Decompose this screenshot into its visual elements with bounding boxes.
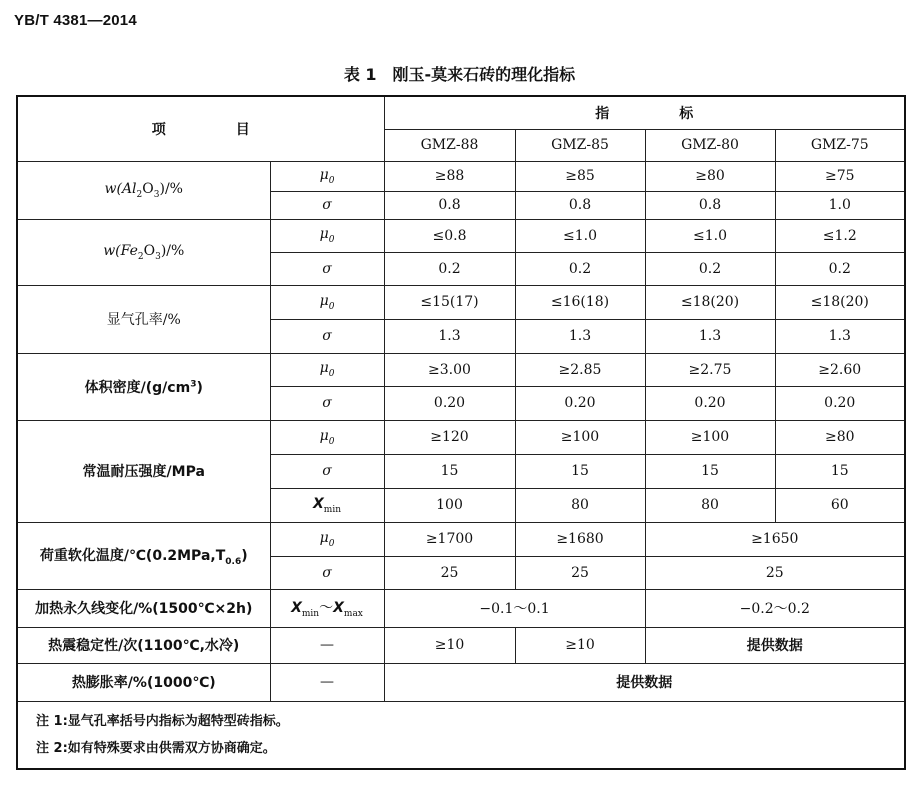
value-cell: 15 <box>775 454 905 488</box>
dash-cell: — <box>270 627 384 663</box>
value-cell: 0.2 <box>384 252 515 285</box>
value-cell: 提供数据 <box>645 627 905 663</box>
table-caption: 表 1 刚玉-莫来石砖的理化指标 <box>343 65 576 84</box>
value-cell: ≥2.75 <box>645 353 775 386</box>
grade-header: GMZ-85 <box>515 129 645 161</box>
value-cell: 0.2 <box>775 252 905 285</box>
row-label-density: 体积密度$/(g/cm^3)$ <box>17 353 270 420</box>
value-cell: 100 <box>384 488 515 522</box>
header-item: 项 目 <box>17 96 384 161</box>
value-cell: 0.2 <box>515 252 645 285</box>
symbol-xmin: $X_{min}$ <box>270 488 384 522</box>
value-cell: 15 <box>645 454 775 488</box>
value-cell: 25 <box>384 556 515 589</box>
grade-header: GMZ-75 <box>775 129 905 161</box>
value-cell: 15 <box>384 454 515 488</box>
value-cell: ≤18(20) <box>645 285 775 319</box>
value-cell: ≥10 <box>515 627 645 663</box>
value-cell: ≥85 <box>515 161 645 191</box>
value-cell: 25 <box>645 556 905 589</box>
value-cell: ≤16(18) <box>515 285 645 319</box>
row-label-strength: 常温耐压强度/MPa <box>17 420 270 522</box>
value-cell: 80 <box>645 488 775 522</box>
value-cell: ≤1.2 <box>775 219 905 252</box>
value-cell: 1.3 <box>645 319 775 353</box>
value-cell: 80 <box>515 488 645 522</box>
value-cell: ≥2.85 <box>515 353 645 386</box>
row-label-al2o3: $w(Al_2O_3)/\%$ <box>17 161 270 219</box>
value-cell: ≥75 <box>775 161 905 191</box>
value-cell: 15 <box>515 454 645 488</box>
value-cell: ≤1.0 <box>515 219 645 252</box>
table-notes <box>17 701 905 769</box>
symbol-sigma: σ <box>270 252 384 285</box>
value-cell: ≥100 <box>645 420 775 454</box>
dash-cell: — <box>270 663 384 701</box>
symbol-mu: $\mu_0$ <box>270 161 384 191</box>
properties-table <box>16 95 906 770</box>
value-cell: 0.8 <box>645 191 775 219</box>
value-cell: ≤15(17) <box>384 285 515 319</box>
value-cell: ≥88 <box>384 161 515 191</box>
grade-header: GMZ-80 <box>645 129 775 161</box>
row-label-expansion: 热膨胀率/%(1000℃) <box>17 663 270 701</box>
symbol-mu: $\mu_0$ <box>270 285 384 319</box>
symbol-sigma: σ <box>270 319 384 353</box>
value-cell: ≥1700 <box>384 522 515 556</box>
row-label-porosity: 显气孔率/% <box>17 285 270 353</box>
row-label-refractoriness: 荷重软化温度$/℃(0.2MPa,T_{0.6})$ <box>17 522 270 589</box>
symbol-sigma: σ <box>270 191 384 219</box>
value-cell: 60 <box>775 488 905 522</box>
value-cell: 0.2 <box>645 252 775 285</box>
symbol-mu: $\mu_0$ <box>270 522 384 556</box>
value-cell: ≥2.60 <box>775 353 905 386</box>
symbol-mu: $\mu_0$ <box>270 420 384 454</box>
value-cell: 1.3 <box>384 319 515 353</box>
value-cell: 0.20 <box>384 386 515 420</box>
value-cell: 1.3 <box>515 319 645 353</box>
symbol-sigma: σ <box>270 386 384 420</box>
value-cell: 0.20 <box>775 386 905 420</box>
standard-code: YB/T 4381—2014 <box>14 12 137 29</box>
value-cell: ≥80 <box>645 161 775 191</box>
value-cell: ≤18(20) <box>775 285 905 319</box>
symbol-sigma: σ <box>270 556 384 589</box>
value-cell: 0.20 <box>515 386 645 420</box>
value-cell: ≤0.8 <box>384 219 515 252</box>
value-cell: 0.8 <box>515 191 645 219</box>
symbol-sigma: σ <box>270 454 384 488</box>
symbol-xmin-xmax: $X_{min}\sim X_{max}$ <box>270 589 384 627</box>
note-1: 注 1:显气孔率括号内指标为超特型砖指标。 <box>36 713 289 729</box>
note-2: 注 2:如有特殊要求由供需双方协商确定。 <box>36 740 276 756</box>
grade-header: GMZ-88 <box>384 129 515 161</box>
row-label-fe2o3: $w(Fe_2O_3)/\%$ <box>17 219 270 285</box>
value-cell: ≥1650 <box>645 522 905 556</box>
value-cell: 1.3 <box>775 319 905 353</box>
row-label-thermal-shock: 热震稳定性/次(1100℃,水冷) <box>17 627 270 663</box>
value-cell: ≥100 <box>515 420 645 454</box>
value-cell: −0.2～0.2 <box>645 589 905 627</box>
header-index: 指 标 <box>384 96 905 129</box>
value-cell: ≥80 <box>775 420 905 454</box>
symbol-mu: $\mu_0$ <box>270 219 384 252</box>
value-cell: 0.20 <box>645 386 775 420</box>
value-cell: ≥3.00 <box>384 353 515 386</box>
value-cell: 1.0 <box>775 191 905 219</box>
row-label-linear-change: 加热永久线变化/%(1500℃×2h) <box>17 589 270 627</box>
value-cell: ≥10 <box>384 627 515 663</box>
value-cell: 25 <box>515 556 645 589</box>
value-cell: 0.8 <box>384 191 515 219</box>
symbol-mu: $\mu_0$ <box>270 353 384 386</box>
value-cell: ≥1680 <box>515 522 645 556</box>
value-cell: −0.1～0.1 <box>384 589 645 627</box>
value-cell: ≥120 <box>384 420 515 454</box>
value-cell: 提供数据 <box>384 663 905 701</box>
value-cell: ≤1.0 <box>645 219 775 252</box>
